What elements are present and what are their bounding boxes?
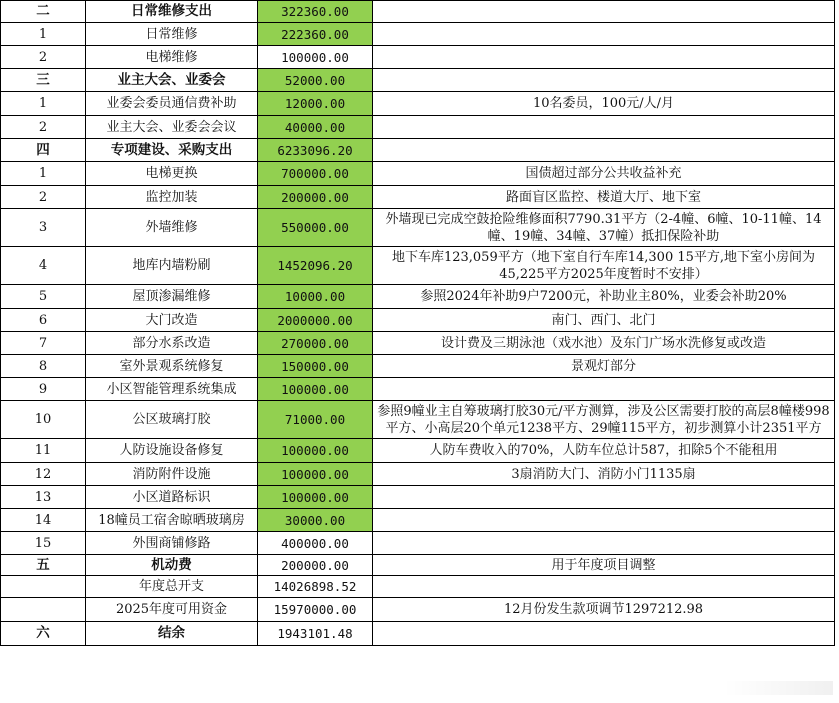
row-index-cell: 二: [1, 1, 86, 23]
amount-cell: 222360.00: [258, 23, 373, 46]
item-name-cell: 结余: [86, 622, 258, 646]
item-name-cell: 地库内墙粉刷: [86, 247, 258, 285]
item-name-cell: 消防附件设施: [86, 463, 258, 486]
amount-cell: 100000.00: [258, 463, 373, 486]
table-row: [1, 116, 835, 139]
item-name-cell: 电梯更换: [86, 162, 258, 186]
note-cell: 3扇消防大门、消防小门1135扇: [373, 463, 835, 486]
amount-cell: 200000.00: [258, 186, 373, 209]
row-index-cell: 1: [1, 162, 86, 186]
item-name-cell: 部分水系改造: [86, 332, 258, 355]
section-row: [1, 69, 835, 92]
note-cell: [373, 116, 835, 139]
table-row: [1, 355, 835, 378]
note-cell: [373, 1, 835, 23]
item-name-cell: 小区道路标识: [86, 486, 258, 509]
row-index-cell: 2: [1, 46, 86, 69]
item-name-cell: 电梯维修: [86, 46, 258, 69]
note-cell: 用于年度项目调整: [373, 555, 835, 576]
note-cell: 地下车库123,059平方（地下室自行车库14,300 15平方,地下室小房间为45,225平方2025年度暂时不安排）: [373, 247, 835, 285]
item-name-cell: 人防设施设备修复: [86, 439, 258, 463]
amount-cell: 52000.00: [258, 69, 373, 92]
amount-cell: 322360.00: [258, 1, 373, 23]
table-row: [1, 439, 835, 463]
table-row: [1, 209, 835, 247]
section-row: [1, 555, 835, 576]
table-row: [1, 576, 835, 598]
table-row: [1, 162, 835, 186]
amount-cell: 100000.00: [258, 378, 373, 401]
row-index-cell: 14: [1, 509, 86, 532]
section-row: [1, 622, 835, 646]
item-name-cell: 业主大会、业委会: [86, 69, 258, 92]
amount-cell: 30000.00: [258, 509, 373, 532]
row-index-cell: 10: [1, 401, 86, 439]
amount-cell: 550000.00: [258, 209, 373, 247]
amount-cell: 100000.00: [258, 46, 373, 69]
item-name-cell: 小区智能管理系统集成: [86, 378, 258, 401]
amount-cell: 100000.00: [258, 439, 373, 463]
amount-cell: 40000.00: [258, 116, 373, 139]
item-name-cell: 业委会委员通信费补助: [86, 92, 258, 116]
amount-cell: 10000.00: [258, 285, 373, 309]
table-row: [1, 509, 835, 532]
amount-cell: 700000.00: [258, 162, 373, 186]
note-cell: [373, 509, 835, 532]
note-cell: [373, 532, 835, 555]
row-index-cell: 五: [1, 555, 86, 576]
row-index-cell: 5: [1, 285, 86, 309]
item-name-cell: 室外景观系统修复: [86, 355, 258, 378]
amount-cell: 200000.00: [258, 555, 373, 576]
item-name-cell: 大门改造: [86, 309, 258, 332]
table-row: [1, 378, 835, 401]
row-index-cell: 12: [1, 463, 86, 486]
item-name-cell: 监控加装: [86, 186, 258, 209]
amount-cell: 14026898.52: [258, 576, 373, 598]
row-index-cell: 四: [1, 139, 86, 162]
row-index-cell: [1, 598, 86, 622]
note-cell: 国债超过部分公共收益补充: [373, 162, 835, 186]
row-index-cell: 7: [1, 332, 86, 355]
note-cell: [373, 486, 835, 509]
amount-cell: 12000.00: [258, 92, 373, 116]
amount-cell: 71000.00: [258, 401, 373, 439]
note-cell: 景观灯部分: [373, 355, 835, 378]
table-row: [1, 332, 835, 355]
item-name-cell: 公区玻璃打胶: [86, 401, 258, 439]
note-cell: 南门、西门、北门: [373, 309, 835, 332]
item-name-cell: 业主大会、业委会会议: [86, 116, 258, 139]
row-index-cell: 六: [1, 622, 86, 646]
item-name-cell: 外围商铺修路: [86, 532, 258, 555]
amount-cell: 15970000.00: [258, 598, 373, 622]
item-name-cell: 专项建设、采购支出: [86, 139, 258, 162]
table-row: [1, 285, 835, 309]
row-index-cell: 13: [1, 486, 86, 509]
note-cell: 12月份发生款项调节1297212.98: [373, 598, 835, 622]
table-row: [1, 186, 835, 209]
row-index-cell: 2: [1, 116, 86, 139]
row-index-cell: 2: [1, 186, 86, 209]
amount-cell: 100000.00: [258, 486, 373, 509]
note-cell: 路面盲区监控、楼道大厅、地下室: [373, 186, 835, 209]
table-row: [1, 401, 835, 439]
note-cell: [373, 23, 835, 46]
amount-cell: 1943101.48: [258, 622, 373, 646]
table-row: [1, 463, 835, 486]
table-row: [1, 598, 835, 622]
item-name-cell: 外墙维修: [86, 209, 258, 247]
table-row: [1, 486, 835, 509]
row-index-cell: 三: [1, 69, 86, 92]
note-cell: 设计费及三期泳池（戏水池）及东门广场水洗修复或改造: [373, 332, 835, 355]
row-index-cell: 1: [1, 92, 86, 116]
row-index-cell: 11: [1, 439, 86, 463]
amount-cell: 2000000.00: [258, 309, 373, 332]
note-cell: [373, 622, 835, 646]
row-index-cell: 1: [1, 23, 86, 46]
row-index-cell: 15: [1, 532, 86, 555]
amount-cell: 1452096.20: [258, 247, 373, 285]
item-name-cell: 年度总开支: [86, 576, 258, 598]
item-name-cell: 屋顶渗漏维修: [86, 285, 258, 309]
amount-cell: 150000.00: [258, 355, 373, 378]
item-name-cell: 机动费: [86, 555, 258, 576]
amount-cell: 6233096.20: [258, 139, 373, 162]
budget-table-body: [1, 1, 835, 646]
row-index-cell: 6: [1, 309, 86, 332]
table-row: [1, 46, 835, 69]
row-index-cell: 9: [1, 378, 86, 401]
table-row: [1, 247, 835, 285]
watermark: [723, 681, 833, 695]
item-name-cell: 日常维修支出: [86, 1, 258, 23]
table-row: [1, 92, 835, 116]
note-cell: [373, 576, 835, 598]
note-cell: 10名委员，100元/人/月: [373, 92, 835, 116]
section-row: [1, 139, 835, 162]
item-name-cell: 日常维修: [86, 23, 258, 46]
row-index-cell: [1, 576, 86, 598]
item-name-cell: 2025年度可用资金: [86, 598, 258, 622]
table-row: [1, 309, 835, 332]
note-cell: 外墙现已完成空鼓抢险维修面积7790.31平方（2-4幢、6幢、10-11幢、14幢、19幢、34幢、37幢）抵扣保险补助: [373, 209, 835, 247]
note-cell: 参照9幢业主自筹玻璃打胶30元/平方测算，涉及公区需要打胶的高层8幢楼998平方、小高层20个单元1238平方、29幢115平方，初步测算小计2351平方: [373, 401, 835, 439]
amount-cell: 270000.00: [258, 332, 373, 355]
note-cell: [373, 69, 835, 92]
row-index-cell: 8: [1, 355, 86, 378]
note-cell: [373, 46, 835, 69]
table-row: [1, 23, 835, 46]
section-row: [1, 1, 835, 23]
table-row: [1, 532, 835, 555]
note-cell: 人防车费收入的70%，人防车位总计587，扣除5个不能租用: [373, 439, 835, 463]
item-name-cell: 18幢员工宿舍晾晒玻璃房: [86, 509, 258, 532]
row-index-cell: 3: [1, 209, 86, 247]
note-cell: [373, 378, 835, 401]
amount-cell: 400000.00: [258, 532, 373, 555]
row-index-cell: 4: [1, 247, 86, 285]
note-cell: 参照2024年补助9户7200元，补助业主80%，业委会补助20%: [373, 285, 835, 309]
note-cell: [373, 139, 835, 162]
